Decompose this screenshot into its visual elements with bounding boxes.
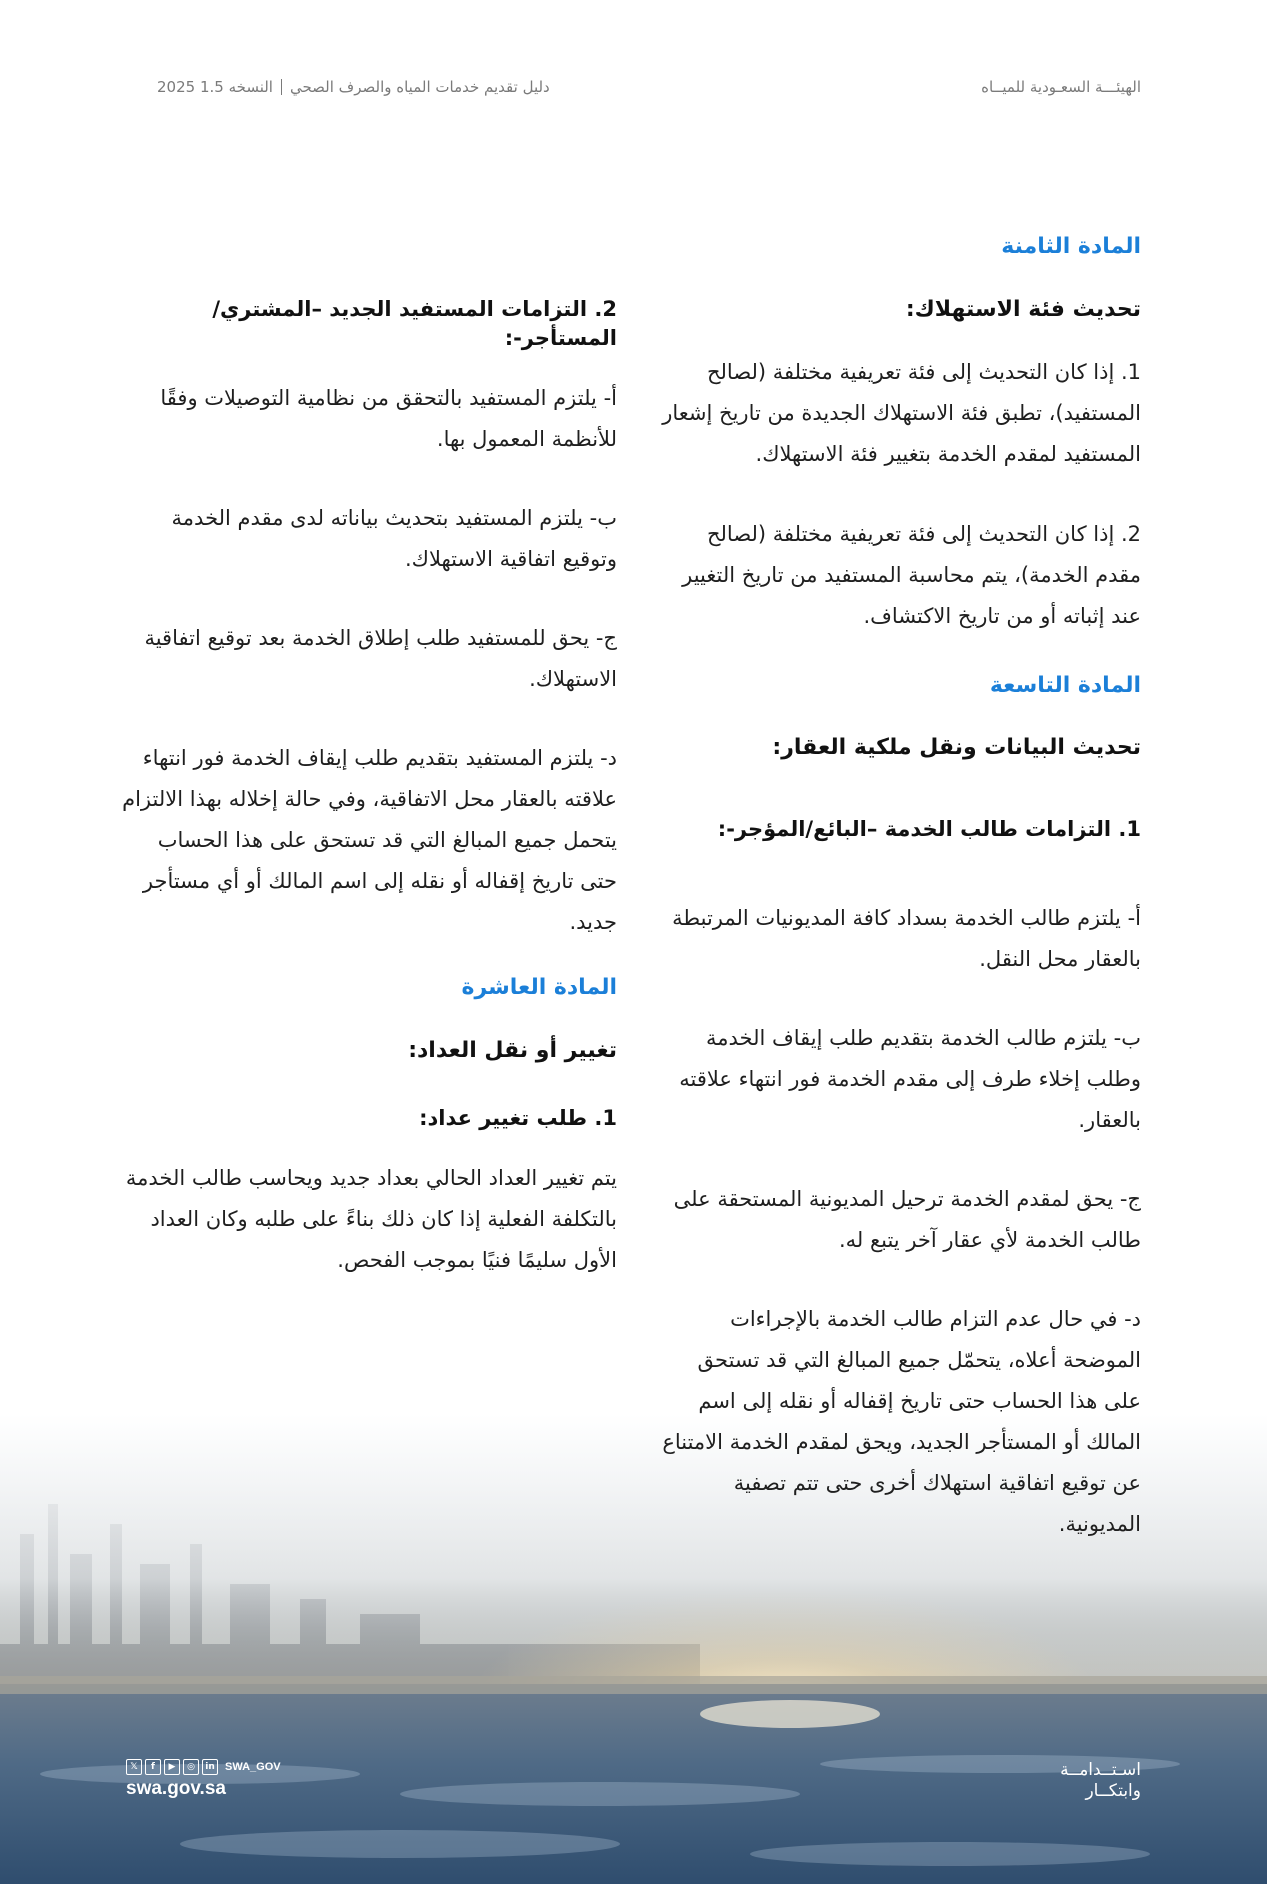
article-9-item-2-d: د- يلتزم المستفيد بتقديم طلب إيقاف الخدمة فور انتهاء علاقته بالعقار محل الاتفاقية، وفي حالة إخلاله بهذا الالتزام يتحمل جميع المبالغ التي قد تستحق على هذا الحساب حتى تاريخ إقفاله أو نقله إلى اسم المالك أو أي مستأجر جديد.	[122, 745, 617, 934]
footer-contact	[126, 1759, 281, 1800]
article-9-item-2-c: ج- يحق للمستفيد طلب إطلاق الخدمة بعد توقيع اتفاقية الاستهلاك.	[144, 625, 617, 691]
footer-slogan	[1060, 1760, 1141, 1802]
article-8-title: المادة الثامنة	[1001, 234, 1141, 259]
header-organization: الهيئـــة السعـودية للميــاه	[981, 78, 1141, 96]
article-9-item-a: أ- يلتزم طالب الخدمة بسداد كافة المديونيات المرتبطة بالعقار محل النقل.	[672, 905, 1141, 971]
x-icon[interactable]: 𝕏	[126, 1759, 142, 1775]
article-9-title: المادة التاسعة	[989, 672, 1141, 698]
instagram-icon[interactable]: ◎	[183, 1759, 199, 1775]
article-9-item-2-a: أ- يلتزم المستفيد بالتحقق من نظامية التوصيلات وفقًا للأنظمة المعمول بها.	[160, 385, 617, 451]
article-8-paragraph-1: 1. إذا كان التحديث إلى فئة تعريفية مختلفة (لصالح المستفيد)، تطبق فئة الاستهلاك الجديدة من تاريخ إشعار المستفيد لمقدم الخدمة بتغيير فئة الاستهلاك.	[662, 359, 1141, 466]
article-9-item-1-title: 1. التزامات طالب الخدمة –البائع/المؤجر-:	[717, 817, 1141, 842]
article-8-subtitle: تحديث فئة الاستهلاك:	[905, 296, 1141, 322]
article-9-item-c: ج- يحق لمقدم الخدمة ترحيل المديونية المستحقة على طالب الخدمة لأي عقار آخر يتبع له.	[673, 1186, 1141, 1252]
article-10-paragraph: يتم تغيير العداد الحالي بعداد جديد ويحاسب طالب الخدمة بالتكلفة الفعلية إذا كان ذلك بناءً على طلبه وكان العداد الأول سليمًا فنيًا بموجب الفحص.	[125, 1165, 617, 1272]
header-guide-title: دليل تقديم خدمات المياه والصرف الصحي	[289, 78, 550, 96]
social-links	[126, 1759, 281, 1775]
header-guide-info	[157, 78, 550, 96]
article-10-item-1-title: 1. طلب تغيير عداد:	[419, 1106, 617, 1131]
article-9-item-2-title: 2. التزامات المستفيد الجديد –المشتري/المستأجر-:	[212, 297, 617, 351]
right-column	[661, 232, 1141, 1545]
article-9-item-b: ب- يلتزم طالب الخدمة بتقديم طلب إيقاف الخدمة وطلب إخلاء طرف إلى مقدم الخدمة فور انتهاء علاقته بالعقار.	[679, 1025, 1141, 1132]
article-10-subtitle: تغيير أو نقل العداد:	[408, 1037, 617, 1063]
slogan-line-1: اسـتــدامــة	[1060, 1760, 1141, 1780]
header-divider	[281, 79, 282, 95]
social-handle: SWA_GOV	[225, 1761, 281, 1773]
facebook-icon[interactable]: f	[145, 1759, 161, 1775]
article-9-subtitle: تحديث البيانات ونقل ملكية العقار:	[772, 735, 1141, 761]
article-9-item-2-b: ب- يلتزم المستفيد بتحديث بياناته لدى مقدم الخدمة وتوقيع اتفاقية الاستهلاك.	[171, 505, 617, 571]
website-link[interactable]: swa.gov.sa	[126, 1778, 226, 1799]
article-8-paragraph-2: 2. إذا كان التحديث إلى فئة تعريفية مختلفة (لصالح مقدم الخدمة)، يتم محاسبة المستفيد من تاريخ التغيير عند إثباته أو من تاريخ الاكتشاف.	[682, 521, 1141, 628]
article-9-item-d: د- في حال عدم التزام طالب الخدمة بالإجراءات الموضحة أعلاه، يتحمّل جميع المبالغ التي قد تستحق على هذا الحساب حتى تاريخ إقفاله أو نقله إلى اسم المالك أو المستأجر الجديد، ويحق لمقدم الخدمة الامتناع عن توقيع اتفاقية استهلاك أخرى حتى تتم تصفية المديونية.	[662, 1306, 1141, 1536]
slogan-line-2: وابتكــار	[1085, 1781, 1141, 1801]
linkedin-icon[interactable]: in	[202, 1759, 218, 1775]
article-10-title: المادة العاشرة	[461, 974, 617, 1000]
left-column	[117, 295, 617, 1281]
youtube-icon[interactable]: ▶	[164, 1759, 180, 1775]
header-version: النسخه 1.5 2025	[157, 78, 273, 96]
